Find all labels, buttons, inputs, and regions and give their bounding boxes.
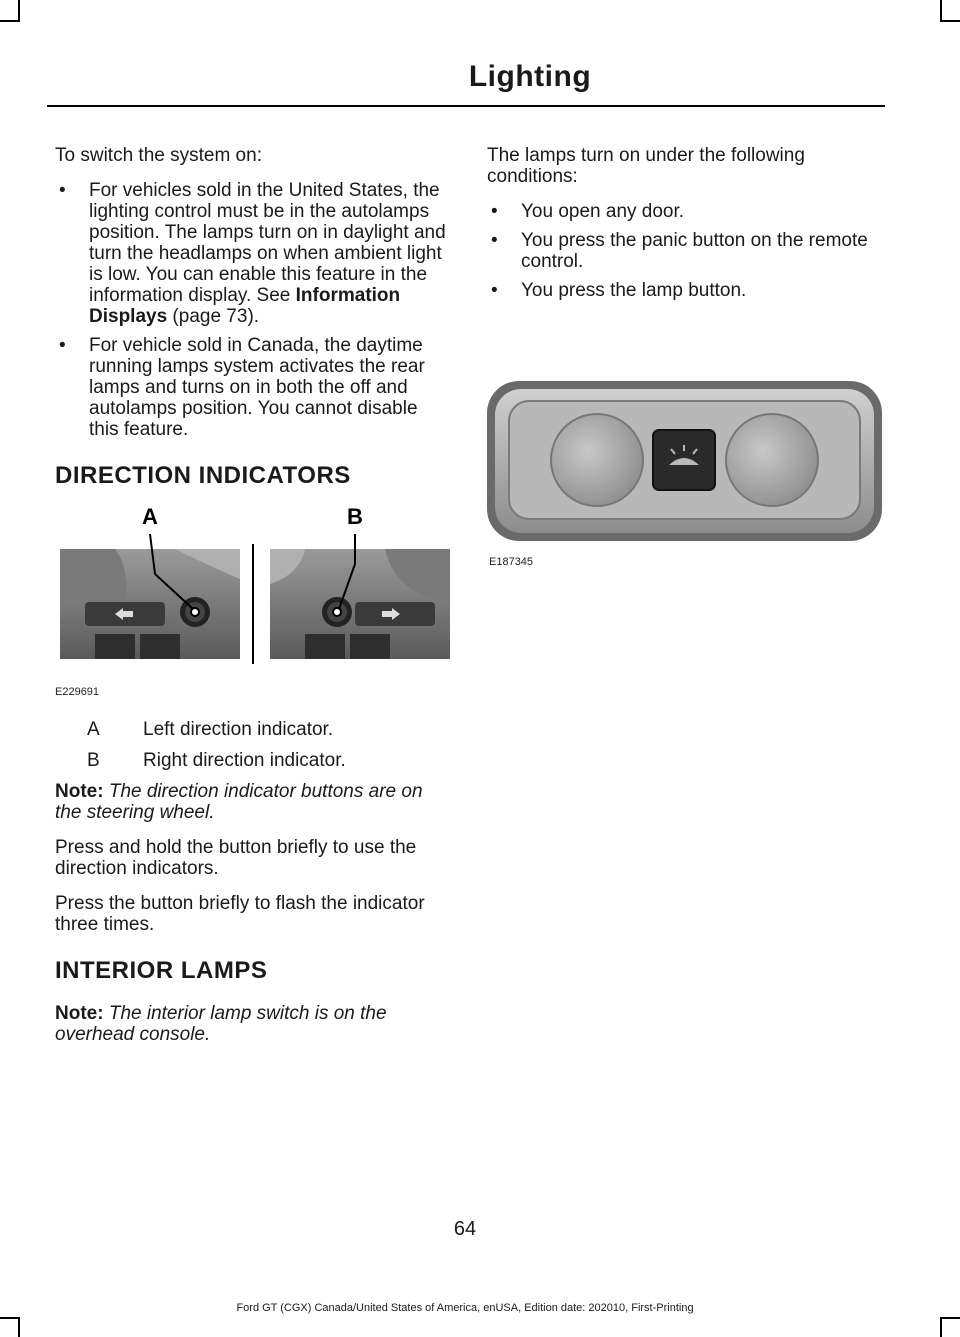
bullet-text: For vehicle sold in Canada, the daytime running lamps system activates the rear lamps and turns on in both the off and autolamps position. You cannot disable this feature.: [89, 335, 425, 440]
bullet-list: [487, 201, 882, 301]
crop-mark: [940, 1317, 960, 1319]
note-label: Note:: [55, 1003, 104, 1024]
list-item: [487, 280, 882, 301]
direction-indicator-figure: [55, 494, 450, 699]
legend-text: Right direction indicator.: [143, 750, 346, 771]
note-text: The direction indicator buttons are on the steering wheel.: [55, 781, 423, 823]
list-item: [55, 180, 450, 327]
intro-text: The lamps turn on under the following conditions:: [487, 145, 805, 187]
section-heading-direction-indicators: DIRECTION INDICATORS: [55, 462, 351, 489]
lamp-lens-left: [551, 414, 643, 506]
left-panel-image: [60, 549, 240, 659]
figure-id: E187345: [489, 556, 534, 568]
crop-mark: [940, 1317, 942, 1337]
note: [55, 781, 450, 823]
callout-label-b: B: [347, 504, 363, 529]
crop-mark: [940, 20, 960, 22]
bullet-text: You press the lamp button.: [521, 280, 747, 301]
legend-row: [55, 750, 450, 771]
bullet-list: [55, 180, 450, 440]
right-panel-image: [270, 549, 450, 659]
body-text: Press the button briefly to flash the indicator three times.: [55, 893, 425, 935]
section-heading-interior-lamps: INTERIOR LAMPS: [55, 957, 268, 984]
crop-mark: [18, 1317, 20, 1337]
bullet-text: You open any door.: [521, 201, 685, 222]
bullet-text-after: (page 73).: [167, 306, 260, 327]
legend-text: Left direction indicator.: [143, 719, 334, 740]
list-item: [487, 230, 882, 272]
lamp-lens-right: [726, 414, 818, 506]
figure-legend: [55, 719, 450, 771]
legend-key: B: [87, 750, 100, 771]
bullet-glyph: •: [491, 230, 498, 251]
legend-row: [55, 719, 450, 740]
callout-label-a: A: [142, 504, 158, 529]
crop-mark: [18, 0, 20, 20]
bullet-glyph: •: [59, 180, 66, 201]
edition-info: Ford GT (CGX) Canada/United States of America, enUSA, Edition date: 202010, First-Printing: [236, 1302, 694, 1314]
left-column: [55, 145, 450, 1059]
figure-id: E229691: [55, 686, 100, 698]
bullet-glyph: •: [491, 201, 498, 222]
overhead-console-illustration: [487, 361, 882, 541]
header-divider: [47, 105, 885, 107]
note: [55, 1003, 450, 1045]
interior-lamp-figure: [487, 361, 882, 576]
page-number: 64: [453, 1218, 477, 1240]
note-label: Note:: [55, 781, 104, 802]
crop-mark: [0, 1317, 20, 1319]
cross-reference-link[interactable]: Information Displays: [89, 285, 401, 327]
bullet-glyph: •: [59, 335, 66, 356]
page-title: Lighting: [468, 60, 592, 93]
legend-key: A: [87, 719, 100, 740]
crop-mark: [940, 0, 942, 20]
crop-mark: [0, 20, 20, 22]
intro-text: To switch the system on:: [55, 145, 262, 166]
body-text: Press and hold the button briefly to use the direction indicators.: [55, 837, 417, 879]
right-column: [487, 145, 882, 576]
list-item: [55, 335, 450, 440]
steering-wheel-buttons-illustration: [55, 494, 450, 679]
bullet-text: For vehicles sold in the United States, the lighting control must be in the autolamps position. The lamps turn on in daylight and turn the headlamps on when ambient light is low. You can enable this feature in the information display. See: [89, 180, 446, 306]
list-item: [487, 201, 882, 222]
bullet-glyph: •: [491, 280, 498, 301]
note-text: The interior lamp switch is on the overhead console.: [55, 1003, 387, 1045]
bullet-text: You press the panic button on the remote control.: [521, 230, 868, 272]
